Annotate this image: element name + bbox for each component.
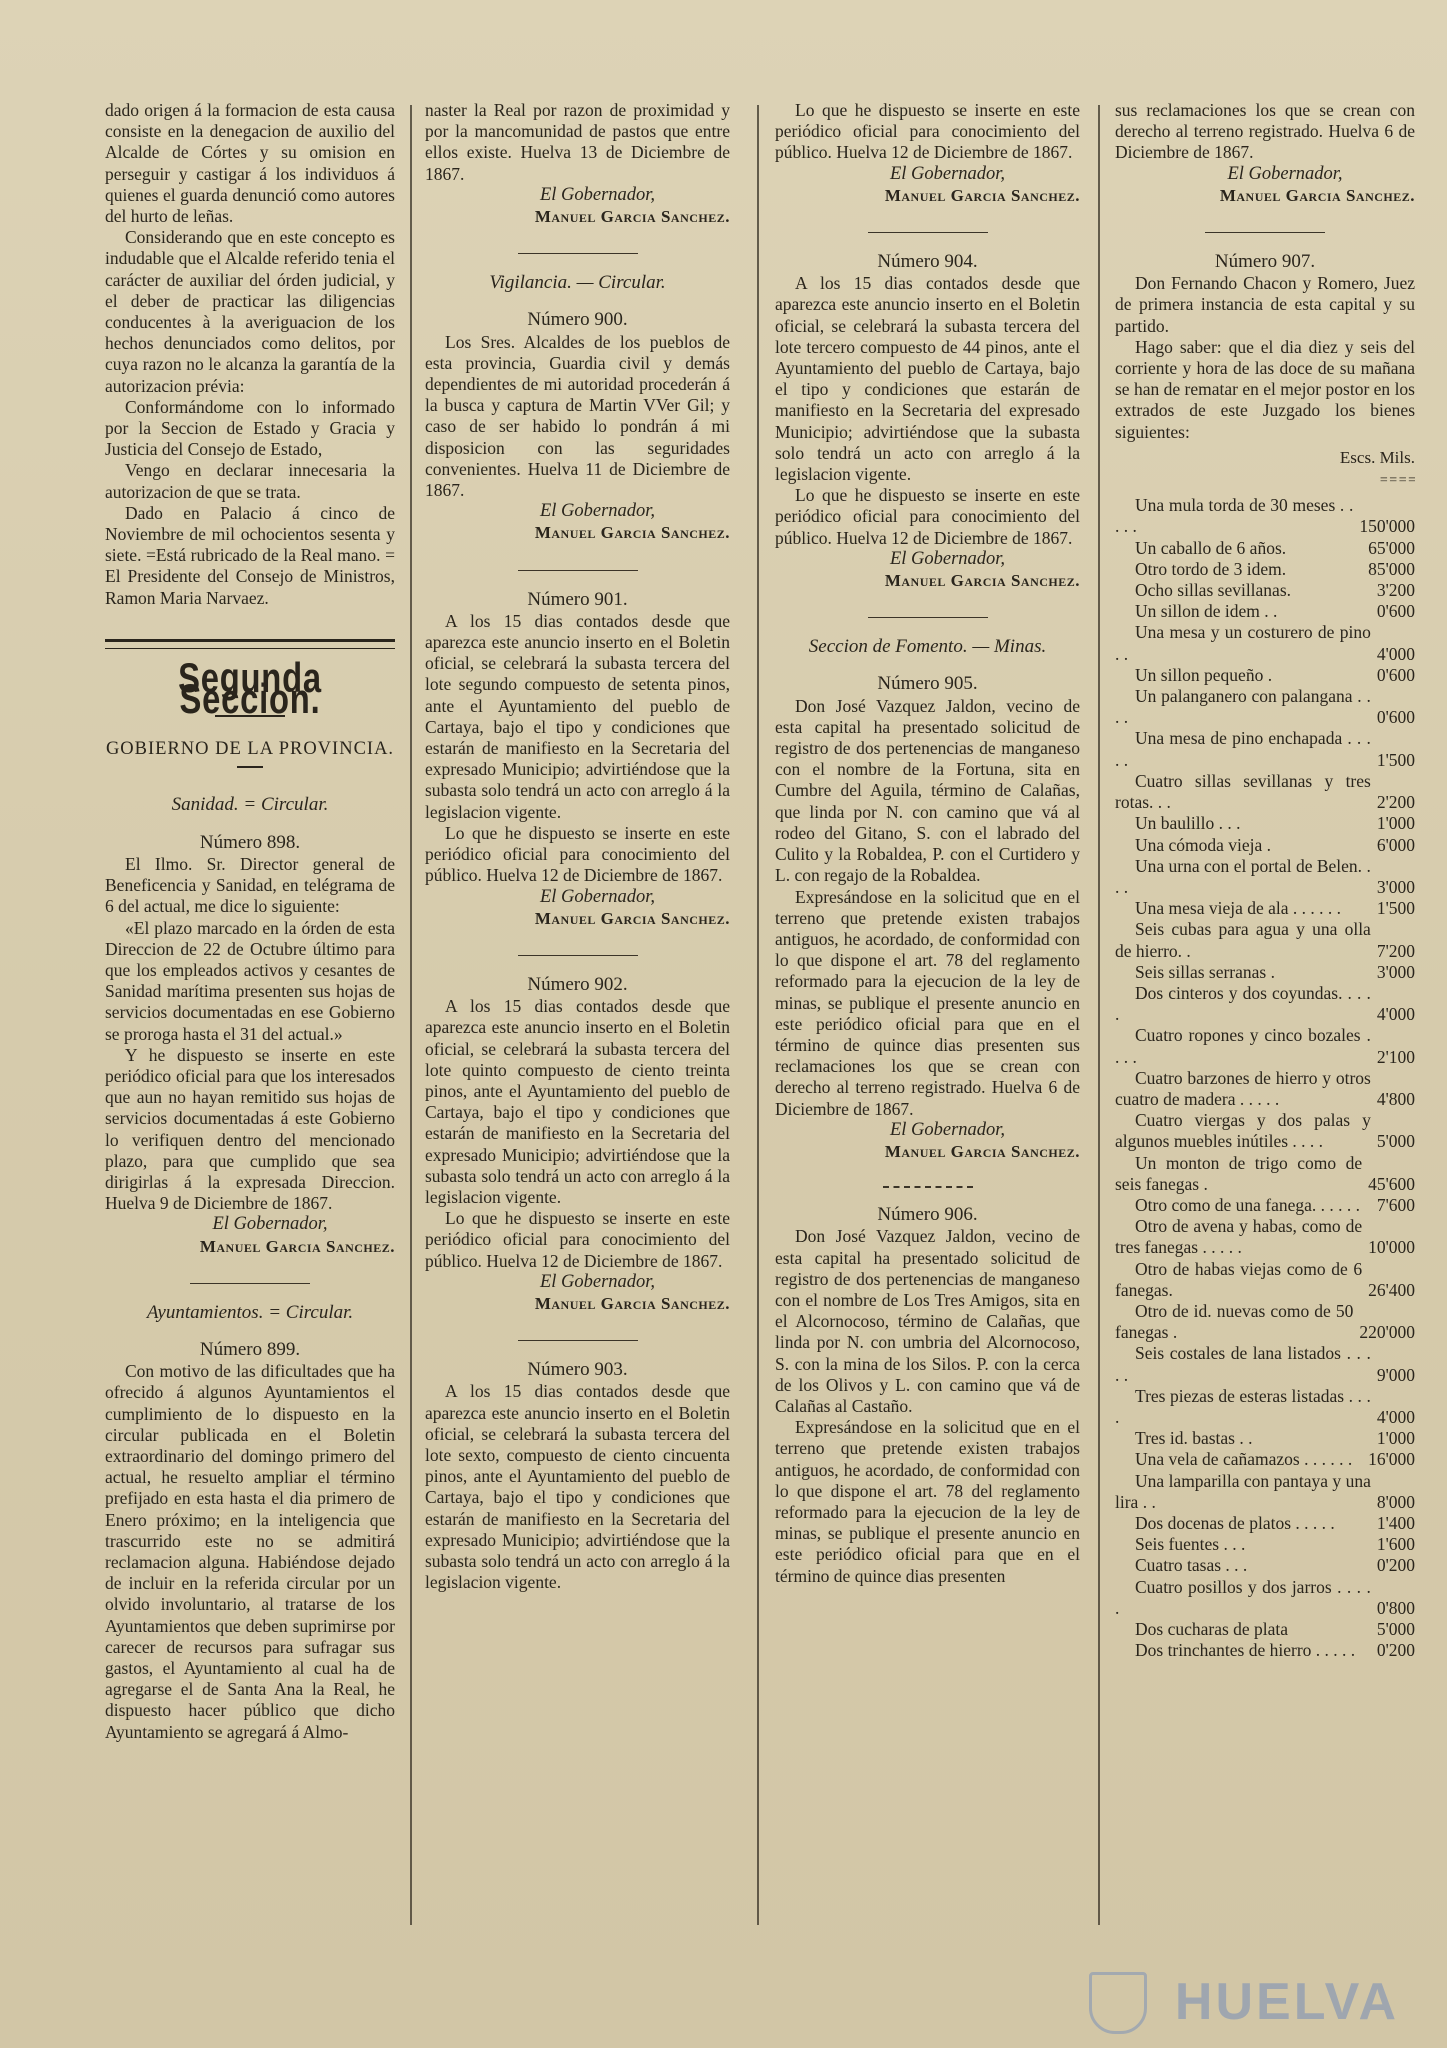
inventory-item: Una mesa vieja de ala . . . . . . bbox=[1135, 898, 1342, 919]
signature-title: El Gobernador, bbox=[539, 1271, 656, 1292]
inventory-value: 5'000 bbox=[1376, 1131, 1415, 1152]
dashed-rule bbox=[883, 1186, 973, 1188]
inventory-row bbox=[1115, 962, 1415, 983]
column-3 bbox=[775, 100, 1080, 2045]
paragraph: Don José Vazquez Jaldon, vecino de esta capital ha presentado solicitud de registro de dos pertenencias de manganeso con el nombre de la Fortuna, sita en Cumbre del Aguila, término de Calañas, que linda por N. con camino que vá al rodeo del Gitano, S. con el labrado del Culito y la Robaldea, P. con el Curtidero y L. con regajo de la Robaldea. bbox=[775, 695, 1080, 886]
inventory-item: Una mesa de pino enchapada . . . . . bbox=[1115, 728, 1371, 770]
inventory-row bbox=[1115, 1577, 1415, 1619]
inventory-value: 5'000 bbox=[1376, 1619, 1415, 1640]
notice-number: Número 907. bbox=[1214, 251, 1316, 273]
paragraph: Con motivo de las dificultades que ha ofrecido á algunos Ayuntamientos el cumplimiento de lo dispuesto en la circular publicada en el Boletin extraordinario del domingo primero del actual, he resuelto ampliar el término prefijado en esta hasta el dia primero de Enero próximo; en la inteligencia que trascurrido este no se admitirá reclamacion alguna. Habiéndose dejado de incluir en la referida circular por un olvido involuntario, al tratarse de los Ayuntamientos que deben suprimirse por carecer de recursos para sufragar sus gastos, el Ayuntamiento al cual ha de agregarse el de Santa Ana la Real, he dispuesto hacer público que dicho Ayuntamiento se agregará á Almo- bbox=[105, 1361, 395, 1742]
inventory-item: Cuatro viergas y dos palas y algunos muebles inútiles . . . . bbox=[1115, 1110, 1371, 1152]
inventory-item: Una vela de cañamazos . . . . . . bbox=[1135, 1449, 1353, 1470]
column-1 bbox=[105, 100, 395, 2045]
column-rule bbox=[757, 105, 759, 1925]
signature-title: El Gobernador, bbox=[212, 1214, 328, 1235]
inventory-item: Un sillon pequeño . bbox=[1135, 664, 1273, 685]
archive-stamp: HUELVA bbox=[1174, 1973, 1399, 2031]
signature-name: Manuel Garcia Sanchez. bbox=[884, 571, 1080, 591]
inventory-row bbox=[1115, 856, 1415, 898]
inventory-value: 0'600 bbox=[1376, 707, 1415, 728]
inventory-item: Dos cucharas de plata bbox=[1135, 1619, 1289, 1640]
paragraph: Y he dispuesto se inserte en este periódico oficial para que los interesados que aun no hayan remitido sus hojas de servicios documentadas á este Gobierno lo verifiquen dentro del mencionado plazo, para que cumplido que sea dirigirlas á la expresada Direccion. Huelva 9 de Diciembre de 1867. bbox=[105, 1044, 395, 1214]
paragraph: Expresándose en la solicitud que en el terreno que pretende existen trabajos antiguos, he acordado, de conformidad con lo que dispone el art. 78 del reglamento reformado para la ejecucion de la ley de minas, se publique el presente anuncio en este periódico oficial para que en el término de quince dias presenten bbox=[775, 1417, 1080, 1586]
signature-title: El Gobernador, bbox=[1227, 163, 1343, 184]
inventory-item: Cuatro sillas sevillanas y tres rotas. . . bbox=[1115, 770, 1371, 813]
paragraph: Expresándose en la solicitud que en el terreno que pretende existen trabajos antiguos, he acordado, de conformidad con lo que dispone el art. 78 del reglamento reformado para la ejecucion de la ley de minas, se publique el presente anuncio en este periódico oficial para que en el término de quince dias presenten sus reclamaciones los que se crean con derecho al terreno registrado. Huelva 6 de Diciembre de 1867. bbox=[775, 886, 1080, 1119]
inventory-row bbox=[1115, 919, 1415, 961]
inventory-item: Otro de avena y habas, como de tres fanegas . . . . . bbox=[1115, 1216, 1363, 1258]
inventory-item: Seis sillas serranas . bbox=[1135, 961, 1275, 982]
inventory-header: Escs. Mils. bbox=[1339, 447, 1415, 467]
column-4 bbox=[1115, 100, 1415, 2045]
notice-number: Número 906. bbox=[877, 1204, 978, 1226]
signature-title: El Gobernador, bbox=[889, 548, 1006, 569]
notice-number: Número 898. bbox=[199, 831, 301, 853]
inventory-value: 4'000 bbox=[1376, 1406, 1415, 1427]
paragraph: Dado en Palacio á cinco de Noviembre de mil ochocientos sesenta y siete. =Está rubricado de la Real mano. = El Presidente del Consejo de Ministros, Ramon Maria Narvaez. bbox=[105, 502, 395, 608]
inventory-item: Ocho sillas sevillanas. bbox=[1135, 580, 1292, 601]
inventory-row bbox=[1115, 1534, 1415, 1555]
inventory-row bbox=[1115, 1449, 1415, 1470]
inventory-row bbox=[1115, 1343, 1415, 1385]
paragraph: A los 15 dias contados desde que aparezca este anuncio inserto en el Boletin oficial, se celebrará la subasta tercera del lote sexto, compuesto de ciento cincuenta pinos, ante el Ayuntamiento del pueblo de Cartaya, bajo el tipo y condiciones que estarán de manifiesto en la Secretaria del expresado Municipio; advirtiéndose que la subasta solo tendrá un acto con arreglo á la legislacion vigente. bbox=[425, 1381, 730, 1593]
inventory-item: Un sillon de idem . . bbox=[1135, 601, 1278, 622]
inventory-item: Otro de habas viejas como de 6 fanegas. bbox=[1115, 1258, 1363, 1300]
inventory-value: 6'000 bbox=[1376, 834, 1415, 855]
paragraph: Conformándome con lo informado por la Seccion de Estado y Gracia y Justicia del Consejo de Estado, bbox=[105, 396, 395, 460]
column-2 bbox=[425, 100, 730, 2045]
signature-name: Manuel Garcia Sanchez. bbox=[534, 1293, 730, 1313]
inventory-item: Otro tordo de 3 idem. bbox=[1135, 558, 1287, 579]
inventory-value: 16'000 bbox=[1368, 1449, 1415, 1470]
paragraph: sus reclamaciones los que se crean con derecho al terreno registrado. Huelva 6 de Diciembre de 1867. bbox=[1115, 100, 1415, 163]
inventory-item: Cuatro barzones de hierro y otros cuatro de madera . . . . . bbox=[1115, 1067, 1371, 1109]
inventory-value: 1'000 bbox=[1376, 813, 1415, 834]
rule bbox=[190, 1283, 310, 1284]
paragraph: Hago saber: que el dia diez y seis del corriente y hora de las doce de su mañana se han de rematar en el mejor postor en los extrados de este Juzgado los bienes siguientes: bbox=[1115, 336, 1415, 442]
rule bbox=[1205, 232, 1325, 233]
inventory-row bbox=[1115, 1619, 1415, 1640]
inventory-value: 150'000 bbox=[1359, 516, 1415, 537]
inventory-row bbox=[1115, 1513, 1415, 1534]
inventory-value: 3'000 bbox=[1376, 876, 1415, 897]
column-rule bbox=[410, 105, 412, 1925]
inventory-row bbox=[1115, 1471, 1415, 1513]
inventory-value: 3'000 bbox=[1376, 961, 1415, 982]
inventory-row bbox=[1115, 1555, 1415, 1576]
signature-name: Manuel Garcia Sanchez. bbox=[534, 207, 730, 227]
notice-number: Número 901. bbox=[527, 588, 628, 610]
signature-name: Manuel Garcia Sanchez. bbox=[1219, 185, 1415, 205]
inventory-item: Un monton de trigo como de seis fanegas . bbox=[1115, 1152, 1363, 1194]
inventory-value: 1'400 bbox=[1376, 1513, 1415, 1533]
inventory-item: Seis costales de lana listados . . . . . bbox=[1115, 1343, 1371, 1385]
signature-title: El Gobernador, bbox=[889, 1119, 1006, 1140]
signature-name: Manuel Garcia Sanchez. bbox=[199, 1236, 395, 1256]
inventory-row bbox=[1115, 580, 1415, 601]
inventory-value: 1'500 bbox=[1376, 749, 1415, 770]
inventory-value: 0'600 bbox=[1376, 601, 1415, 622]
inventory-value: 7'600 bbox=[1376, 1194, 1415, 1215]
inventory-row bbox=[1115, 1386, 1415, 1428]
inventory-row bbox=[1115, 1195, 1415, 1216]
inventory-separator: = = = = bbox=[1379, 473, 1415, 489]
paragraph: Lo que he dispuesto se inserte en este periódico oficial para conocimiento del público. Huelva 12 de Diciembre de 1867. bbox=[425, 1208, 730, 1271]
section-divider bbox=[105, 639, 395, 649]
signature-title: El Gobernador, bbox=[539, 501, 656, 522]
subsection-heading: Seccion de Fomento. — Minas. bbox=[808, 636, 1047, 658]
inventory-item: Un palanganero con palangana . . . . bbox=[1115, 686, 1371, 728]
subsection-heading: Ayuntamientos. = Circular. bbox=[146, 1301, 354, 1323]
inventory-item: Dos cinteros y dos coyundas. . . . . bbox=[1115, 982, 1371, 1025]
paragraph: Don José Vazquez Jaldon, vecino de esta capital ha presentado solicitud de registro de dos pertenencias de manganeso con el nombre de Los Tres Amigos, sita en el Alcornocoso, término de Calañas, que linda por N. con umbria del Alcornocoso, S. con la mina de los Silos. P. con la cerca de los Olivos y L. con camino que vá de Calañas al Castaño. bbox=[775, 1226, 1080, 1416]
inventory-item: Una cómoda vieja . bbox=[1135, 834, 1272, 855]
paragraph: A los 15 dias contados desde que aparezca este anuncio inserto en el Boletin oficial, se celebrará la subasta tercera del lote segundo compuesto de setenta pinos, ante el Ayuntamiento del pueblo de Cartaya, bajo el tipo y condiciones que estarán de manifiesto en la Secretaria del expresado Municipio; advirtiéndose que la subasta solo tendrá un acto con arreglo á la legislacion vigente. bbox=[425, 610, 730, 822]
inventory-item: Un caballo de 6 años. bbox=[1135, 537, 1287, 558]
inventory-row bbox=[1115, 1216, 1415, 1258]
inventory-value: 45'600 bbox=[1368, 1173, 1415, 1194]
inventory-row bbox=[1115, 1110, 1415, 1152]
shield-icon bbox=[1089, 1972, 1147, 2034]
inventory-value: 4'800 bbox=[1376, 1088, 1415, 1109]
column-rule bbox=[1098, 105, 1100, 1925]
inventory-item: Otro de id. nuevas como de 50 fanegas . bbox=[1115, 1300, 1354, 1343]
signature-name: Manuel Garcia Sanchez. bbox=[884, 1141, 1080, 1161]
inventory-row bbox=[1115, 601, 1415, 622]
signature-title: El Gobernador, bbox=[889, 163, 1006, 184]
inventory-value: 65'000 bbox=[1368, 537, 1415, 558]
inventory-row bbox=[1115, 771, 1415, 813]
rule bbox=[868, 617, 988, 618]
inventory-row bbox=[1115, 728, 1415, 770]
inventory-value: 1'600 bbox=[1376, 1534, 1415, 1555]
inventory-row bbox=[1115, 983, 1415, 1025]
signature-name: Manuel Garcia Sanchez. bbox=[534, 908, 730, 928]
inventory-row bbox=[1115, 1068, 1415, 1110]
signature-name: Manuel Garcia Sanchez. bbox=[534, 523, 730, 543]
inventory-row bbox=[1115, 686, 1415, 728]
inventory-item: Una mesa y un costurero de pino . . bbox=[1115, 622, 1371, 664]
rule bbox=[868, 232, 988, 233]
inventory-item: Cuatro posillos y dos jarros . . . . . bbox=[1115, 1576, 1371, 1618]
paragraph: Lo que he dispuesto se inserte en este periódico oficial para conocimiento del público. Huelva 12 de Diciembre de 1867. bbox=[775, 100, 1080, 163]
paragraph: «El plazo marcado en la órden de esta Direccion de 22 de Octubre último para que los empleados activos y cesantes de Sanidad marítima presenten sus hojas de servicios documentadas en ese Gobierno se proroga hasta el 31 del actual.» bbox=[105, 917, 395, 1044]
notice-number: Número 902. bbox=[527, 973, 628, 995]
inventory-row bbox=[1115, 1428, 1415, 1449]
subsection-heading: Sanidad. = Circular. bbox=[171, 794, 329, 816]
inventory-row bbox=[1115, 665, 1415, 686]
inventory-row bbox=[1115, 1153, 1415, 1195]
inventory-row bbox=[1115, 1025, 1415, 1067]
inventory-row bbox=[1115, 559, 1415, 580]
inventory-item: Cuatro ropones y cinco bozales . . . . bbox=[1115, 1025, 1371, 1067]
paragraph: Los Sres. Alcaldes de los pueblos de esta provincia, Guardia civil y demás dependientes de mi autoridad procederán á la busca y captura de Martin VVer Gil; y caso de ser habido lo pondrán á mi disposicion con las seguridades convenientes. Huelva 11 de Diciembre de 1867. bbox=[425, 331, 730, 501]
signature-name: Manuel Garcia Sanchez. bbox=[884, 185, 1080, 205]
inventory-item: Tres piezas de esteras listadas . . . . bbox=[1115, 1385, 1371, 1427]
inventory-value: 9'000 bbox=[1376, 1364, 1415, 1385]
inventory-value: 10'000 bbox=[1368, 1237, 1415, 1258]
inventory-value: 8'000 bbox=[1376, 1491, 1415, 1512]
paragraph: Lo que he dispuesto se inserte en este periódico oficial para conocimiento del público. Huelva 12 de Diciembre de 1867. bbox=[775, 485, 1080, 548]
inventory-row bbox=[1115, 538, 1415, 559]
paragraph: A los 15 dias contados desde que aparezca este anuncio inserto en el Boletin oficial, se celebrará la subasta tercera del lote tercero compuesto de 44 pinos, ante el Ayuntamiento del pueblo de Cartaya, bajo el tipo y condiciones que estarán de manifiesto en la Secretaria del expresado Municipio; advirtiéndose que la subasta solo tendrá un acto con arreglo á la legislacion vigente. bbox=[775, 273, 1080, 485]
inventory-value: 2'100 bbox=[1376, 1046, 1415, 1067]
inventory-row bbox=[1115, 495, 1415, 537]
inventory-row bbox=[1115, 835, 1415, 856]
inventory-item: Tres id. bastas . . bbox=[1135, 1428, 1253, 1449]
inventory-value: 85'000 bbox=[1368, 558, 1415, 579]
inventory-item: Dos trinchantes de hierro . . . . . bbox=[1135, 1640, 1356, 1661]
subsection-heading: Vigilancia. — Circular. bbox=[489, 272, 666, 294]
inventory-value: 7'200 bbox=[1376, 940, 1415, 961]
paragraph: dado origen á la formacion de esta causa consiste en la denegacion de auxilio del Alcalde de Córtes y su omision en perseguir y castigar á los individuos á quienes el guarda denunció como autores del hurto de leñas. bbox=[105, 100, 395, 227]
inventory-value: 4'000 bbox=[1376, 643, 1415, 664]
inventory-value: 26'400 bbox=[1368, 1279, 1415, 1300]
inventory-row bbox=[1115, 1259, 1415, 1301]
section-title: Segunda Seccion. bbox=[178, 653, 322, 723]
inventory-value: 3'200 bbox=[1376, 580, 1415, 601]
department-heading: GOBIERNO DE LA PROVINCIA. bbox=[105, 739, 395, 760]
rule bbox=[518, 955, 638, 956]
inventory-row bbox=[1115, 898, 1415, 919]
inventory-value: 220'000 bbox=[1359, 1322, 1415, 1343]
notice-number: Número 899. bbox=[199, 1338, 301, 1360]
signature-title: El Gobernador, bbox=[539, 886, 656, 907]
inventory-value: 2'200 bbox=[1376, 792, 1415, 813]
paragraph: Vengo en declarar innecesaria la autorizacion de que se trata. bbox=[105, 460, 395, 502]
rule bbox=[518, 1340, 638, 1341]
inventory-list bbox=[1115, 495, 1415, 1661]
inventory-row bbox=[1115, 813, 1415, 834]
paragraph: Lo que he dispuesto se inserte en este periódico oficial para conocimiento del público. Huelva 12 de Diciembre de 1867. bbox=[425, 822, 730, 886]
inventory-value: 0'800 bbox=[1376, 1597, 1415, 1618]
signature-title: El Gobernador, bbox=[539, 184, 656, 205]
inventory-row bbox=[1115, 622, 1415, 664]
inventory-value: 1'000 bbox=[1376, 1428, 1415, 1449]
inventory-item: Dos docenas de platos . . . . . bbox=[1135, 1513, 1335, 1533]
inventory-value: 0'600 bbox=[1376, 664, 1415, 685]
inventory-item: Una urna con el portal de Belen. . . . bbox=[1115, 855, 1371, 897]
paragraph: Don Fernando Chacon y Romero, Juez de primera instancia de esta capital y su partido. bbox=[1115, 273, 1415, 336]
notice-number: Número 903. bbox=[527, 1359, 628, 1381]
inventory-value: 0'200 bbox=[1376, 1555, 1415, 1576]
notice-number: Número 904. bbox=[877, 251, 978, 273]
rule bbox=[518, 570, 638, 571]
short-rule bbox=[237, 766, 263, 768]
paragraph: A los 15 dias contados desde que aparezca este anuncio inserto en el Boletin oficial, se celebrará la subasta tercera del lote quinto compuesto de ciento treinta pinos, ante el Ayuntamiento del pueblo de Cartaya, bajo el tipo y condiciones que estarán de manifiesto en la Secretaria del expresado Municipio; advirtiéndose que la subasta solo tendrá un acto con arreglo á la legislacion vigente. bbox=[425, 996, 730, 1207]
inventory-row bbox=[1115, 1640, 1415, 1661]
notice-number: Número 905. bbox=[877, 673, 978, 695]
inventory-item: Un baulillo . . . bbox=[1135, 813, 1241, 834]
paragraph: Considerando que en este concepto es indudable que el Alcalde referido tenia el carácter de auxiliar del órden judicial, y el deber de practicar las diligencias conducentes à la averiguacion de los hechos denunciados como delitos, por cuya razon no le alcanza la garantía de la autorizacion prévia: bbox=[105, 227, 395, 396]
inventory-row bbox=[1115, 1301, 1415, 1343]
inventory-item: Seis fuentes . . . bbox=[1135, 1534, 1246, 1555]
rule bbox=[518, 253, 638, 254]
inventory-value: 1'500 bbox=[1376, 898, 1415, 919]
inventory-value: 4'000 bbox=[1376, 1004, 1415, 1025]
inventory-value: 0'200 bbox=[1376, 1640, 1415, 1661]
inventory-item: Una lamparilla con pantaya y una lira . . bbox=[1115, 1470, 1371, 1512]
inventory-item: Otro como de una fanega. . . . . . bbox=[1135, 1194, 1360, 1215]
inventory-item: Una mula torda de 30 meses . . . . . bbox=[1115, 495, 1354, 537]
notice-number: Número 900. bbox=[527, 309, 628, 331]
inventory-item: Seis cubas para agua y una olla de hierro. . bbox=[1115, 919, 1371, 961]
inventory-item: Cuatro tasas . . . bbox=[1135, 1555, 1248, 1576]
paragraph: El Ilmo. Sr. Director general de Beneficencia y Sanidad, en telégrama de 6 del actual, me dice lo siguiente: bbox=[105, 853, 395, 917]
paragraph: naster la Real por razon de proximidad y por la mancomunidad de pastos que entre ellos existe. Huelva 13 de Diciembre de 1867. bbox=[425, 100, 730, 184]
